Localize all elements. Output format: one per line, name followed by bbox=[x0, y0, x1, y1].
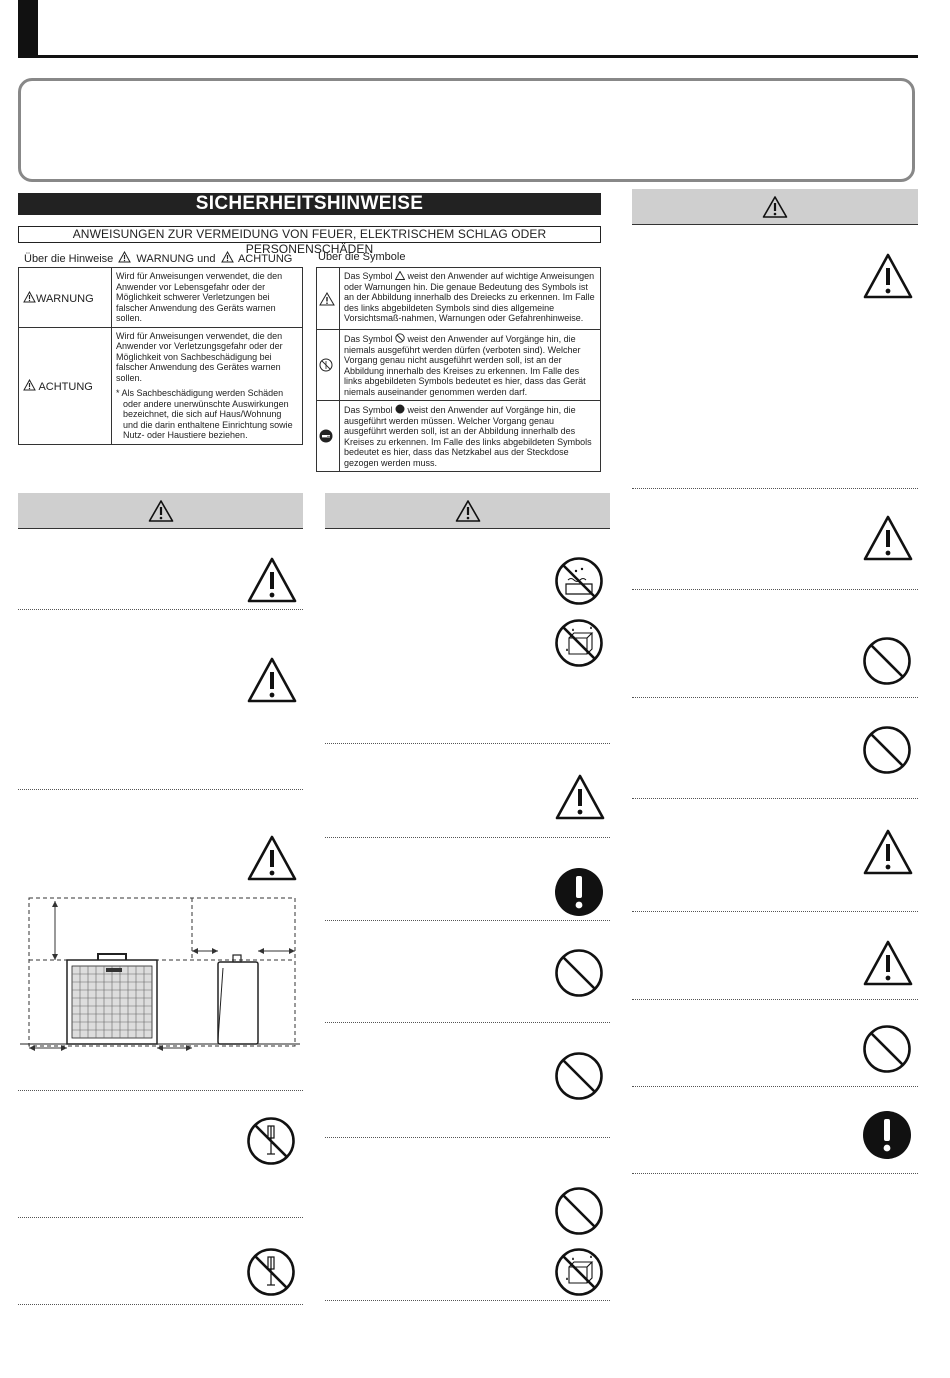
achtung-text: Wird für Anweisungen verwendet, die den Anwender vor Verletzungsgefahr oder der Möglichkeit von Sachbeschädigung bei falscher Anwendung des Gerätes warnen sollen. bbox=[116, 330, 283, 383]
symbol-triangle-text: weist den Anwender auf wichtige Anweisungen oder Warnungen hin. Die genaue Bedeutung des Symbols ist an der Abbildung innerhalb des Dreiecks zu erkennen. Im Falle des links abgebildeten Symbols sind dies allgemeine Vorsichtsmaß-nahmen, Warnungen oder Gefahrenhinweise. bbox=[344, 271, 595, 323]
warning-triangle-icon bbox=[246, 834, 298, 882]
warning-triangle-icon bbox=[246, 656, 298, 704]
warning-triangle-icon bbox=[862, 514, 914, 562]
item-separator bbox=[632, 1086, 918, 1087]
unplug-icon bbox=[319, 429, 333, 443]
prohibition-icon bbox=[862, 636, 912, 686]
inline-prohibit-icon bbox=[395, 333, 405, 343]
prohibition-icon bbox=[862, 1024, 912, 1074]
symbole-table bbox=[316, 267, 601, 472]
symbol-triangle-desc bbox=[340, 268, 601, 330]
symbol-prohibit-text: weist den Anwender auf Vorgänge hin, die niemals ausgeführt werden dürfen (verboten sind). Welcher Vorgang genau nicht ausgeführt werden soll, ist an der Abbildung innerhalb des Kreises zu erkennen. Im Falle des links abgebildeten Symbols bedeutet es hier, dass das Gerät niemals auseinander genommen werden darf. bbox=[344, 334, 586, 397]
item-separator bbox=[18, 1090, 303, 1091]
prohibition-icon bbox=[554, 1186, 604, 1236]
header-rule bbox=[18, 55, 918, 58]
item-separator bbox=[18, 789, 303, 790]
symbol-mandatory-desc bbox=[340, 401, 601, 472]
small-warning-icon bbox=[221, 251, 234, 263]
warning-triangle-icon bbox=[762, 195, 788, 219]
mandatory-action-icon bbox=[862, 1110, 912, 1160]
item-separator bbox=[632, 1173, 918, 1174]
item-separator bbox=[632, 911, 918, 912]
warning-triangle-icon bbox=[554, 773, 606, 821]
symbol-prohibit-pre: Das Symbol bbox=[344, 334, 393, 344]
symbol-mandatory-text: weist den Anwender auf Vorgänge hin, die ausgeführt werden müssen. Welcher Vorgang genau ausgeführt werden soll, ist an der Abbildung innerhalb des Kreises zu erkennen. Im Falle des links abgebildeten Symbols bedeutet es hier, dass das Netzkabel aus der Steckdose gezogen werden muss. bbox=[344, 405, 592, 468]
page-title: SICHERHEITSHINWEISE bbox=[18, 193, 601, 215]
no-liquid-icon bbox=[554, 1247, 604, 1297]
achtung-cell bbox=[112, 327, 303, 444]
warnung-text: Wird für Anweisungen verwendet, die den Anwender vor Lebensgefahr oder der Möglichkeit schwerer Verletzungen bei falscher Anwendung des Geräts warnen sollen. bbox=[112, 268, 303, 328]
header-bar-block bbox=[18, 0, 38, 58]
warnung-header-left bbox=[18, 493, 303, 529]
no-disassemble-icon bbox=[246, 1247, 296, 1297]
item-separator bbox=[18, 1217, 303, 1218]
item-separator bbox=[632, 488, 918, 489]
warning-triangle-icon bbox=[246, 556, 298, 604]
page-subtitle: ANWEISUNGEN ZUR VERMEIDUNG VON FEUER, ELEKTRISCHEM SCHLAG ODER PERSONENSCHÄDEN bbox=[18, 226, 601, 243]
warnung-label: WARNUNG bbox=[36, 292, 94, 305]
achtung-label: ACHTUNG bbox=[38, 380, 93, 393]
no-disassemble-icon bbox=[319, 358, 333, 372]
achtung-note: * Als Sachbeschädigung werden Schäden oder andere unerwünschte Auswirkungen bezeichnet, die sich auf Haus/Wohnung und die darin enthaltene Einrichtung sowie Nutz- oder Haustiere beziehen. bbox=[116, 388, 293, 440]
item-separator bbox=[325, 837, 610, 838]
achtung-label-cell bbox=[19, 327, 112, 444]
item-separator bbox=[18, 609, 303, 610]
small-warning-icon bbox=[23, 379, 36, 391]
warning-triangle-icon bbox=[148, 499, 174, 523]
symbol-prohibit-cell bbox=[317, 330, 340, 401]
hinweise-caption-mid: WARNUNG und bbox=[136, 253, 216, 265]
symbol-mandatory-pre: Das Symbol bbox=[344, 405, 393, 415]
no-disassemble-icon bbox=[246, 1116, 296, 1166]
small-warning-icon bbox=[118, 251, 131, 263]
hinweise-caption-post: ACHTUNG bbox=[237, 253, 293, 265]
item-separator bbox=[325, 920, 610, 921]
small-warning-icon bbox=[23, 291, 36, 303]
item-separator bbox=[325, 1022, 610, 1023]
warning-triangle-icon bbox=[862, 252, 914, 300]
prohibition-icon bbox=[554, 948, 604, 998]
symbol-prohibit-desc bbox=[340, 330, 601, 401]
warning-triangle-icon bbox=[319, 292, 335, 306]
item-separator bbox=[325, 1137, 610, 1138]
inline-triangle-icon bbox=[395, 271, 405, 280]
warning-triangle-icon bbox=[862, 939, 914, 987]
mandatory-action-icon bbox=[554, 867, 604, 917]
item-separator bbox=[632, 697, 918, 698]
warnung-header-middle bbox=[325, 493, 610, 529]
symbol-mandatory-cell bbox=[317, 401, 340, 472]
item-separator bbox=[632, 798, 918, 799]
warning-triangle-icon bbox=[455, 499, 481, 523]
hinweise-caption bbox=[24, 251, 304, 266]
item-separator bbox=[18, 1304, 303, 1305]
symbole-caption: Über die Symbole bbox=[318, 251, 406, 263]
no-water-icon bbox=[554, 556, 604, 606]
warnung-header-right bbox=[632, 189, 918, 225]
warnung-label-cell bbox=[19, 268, 112, 328]
inline-mandatory-icon bbox=[395, 404, 405, 414]
symbol-triangle-cell bbox=[317, 268, 340, 330]
warning-triangle-icon bbox=[862, 828, 914, 876]
prohibition-icon bbox=[554, 1051, 604, 1101]
prohibition-icon bbox=[862, 725, 912, 775]
item-separator bbox=[632, 589, 918, 590]
amp-clearance-diagram bbox=[20, 894, 300, 1054]
info-box bbox=[18, 78, 915, 182]
item-separator bbox=[325, 1300, 610, 1301]
symbol-triangle-pre: Das Symbol bbox=[344, 271, 393, 281]
hinweise-table bbox=[18, 267, 303, 445]
hinweise-caption-pre: Über die Hinweise bbox=[24, 253, 114, 265]
item-separator bbox=[325, 743, 610, 744]
no-liquid-icon bbox=[554, 618, 604, 668]
item-separator bbox=[632, 999, 918, 1000]
